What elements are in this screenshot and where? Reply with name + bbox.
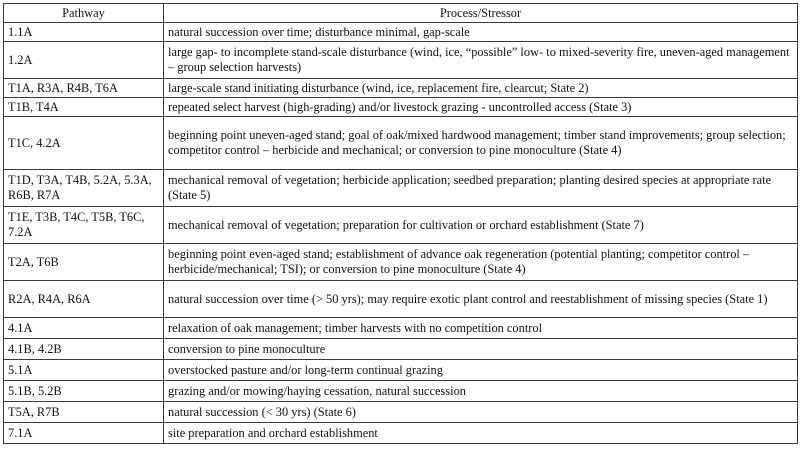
process-cell: relaxation of oak management; timber harvests with no competition control: [164, 318, 798, 339]
pathway-cell: 5.1A: [4, 360, 164, 381]
table-row: [4, 42, 798, 79]
table-row: [4, 170, 798, 207]
table-row: [4, 381, 798, 402]
pathway-cell: T1A, R3A, R4B, T6A: [4, 79, 164, 98]
table-row: [4, 79, 798, 98]
process-cell: natural succession over time (> 50 yrs); may require exotic plant control and reestablishment of missing species (State 1): [164, 281, 798, 318]
pathway-cell: T1B, T4A: [4, 98, 164, 117]
pathway-cell: 1.1A: [4, 23, 164, 42]
pathway-table: [3, 3, 798, 444]
pathway-cell: T1D, T3A, T4B, 5.2A, 5.3A, R6B, R7A: [4, 170, 164, 207]
table-row: [4, 98, 798, 117]
table-row: [4, 244, 798, 281]
table-row: [4, 318, 798, 339]
process-cell: mechanical removal of vegetation; preparation for cultivation or orchard establishment (State 7): [164, 207, 798, 244]
pathway-cell: 5.1B, 5.2B: [4, 381, 164, 402]
header-process-stressor: Process/Stressor: [164, 4, 798, 23]
table-row: [4, 402, 798, 423]
pathway-cell: T1C, 4.2A: [4, 117, 164, 170]
table-row: [4, 207, 798, 244]
process-cell: site preparation and orchard establishment: [164, 423, 798, 444]
pathway-cell: 4.1B, 4.2B: [4, 339, 164, 360]
pathway-cell: 4.1A: [4, 318, 164, 339]
pathway-cell: T1E, T3B, T4C, T5B, T6C, 7.2A: [4, 207, 164, 244]
pathway-cell: 7.1A: [4, 423, 164, 444]
pathway-cell: T5A, R7B: [4, 402, 164, 423]
table-header-row: [4, 4, 798, 23]
process-cell: natural succession over time; disturbance minimal, gap-scale: [164, 23, 798, 42]
table-row: [4, 117, 798, 170]
pathway-cell: 1.2A: [4, 42, 164, 79]
process-cell: repeated select harvest (high-grading) and/or livestock grazing - uncontrolled access (State 3): [164, 98, 798, 117]
table-row: [4, 23, 798, 42]
process-cell: grazing and/or mowing/haying cessation, natural succession: [164, 381, 798, 402]
table-row: [4, 281, 798, 318]
pathway-table-container: [3, 3, 797, 444]
process-cell: large-scale stand initiating disturbance (wind, ice, replacement fire, clearcut; State 2): [164, 79, 798, 98]
table-row: [4, 360, 798, 381]
pathway-cell: R2A, R4A, R6A: [4, 281, 164, 318]
process-cell: beginning point uneven-aged stand; goal of oak/mixed hardwood management; timber stand improvements; group selection; competitor control – herbicide and mechanical; or conversion to pine monoculture (State 4): [164, 117, 798, 170]
process-cell: conversion to pine monoculture: [164, 339, 798, 360]
process-cell: mechanical removal of vegetation; herbicide application; seedbed preparation; planting desired species at appropriate rate (State 5): [164, 170, 798, 207]
process-cell: overstocked pasture and/or long-term continual grazing: [164, 360, 798, 381]
pathway-cell: T2A, T6B: [4, 244, 164, 281]
process-cell: natural succession (< 30 yrs) (State 6): [164, 402, 798, 423]
table-row: [4, 339, 798, 360]
table-row: [4, 423, 798, 444]
process-cell: large gap- to incomplete stand-scale disturbance (wind, ice, “possible” low- to mixed-severity fire, uneven-aged management – group selection harvests): [164, 42, 798, 79]
process-cell: beginning point even-aged stand; establishment of advance oak regeneration (potential planting; competitor control – herbicide/mechanical; TSI); or conversion to pine monoculture (State 4): [164, 244, 798, 281]
header-pathway: Pathway: [4, 4, 164, 23]
